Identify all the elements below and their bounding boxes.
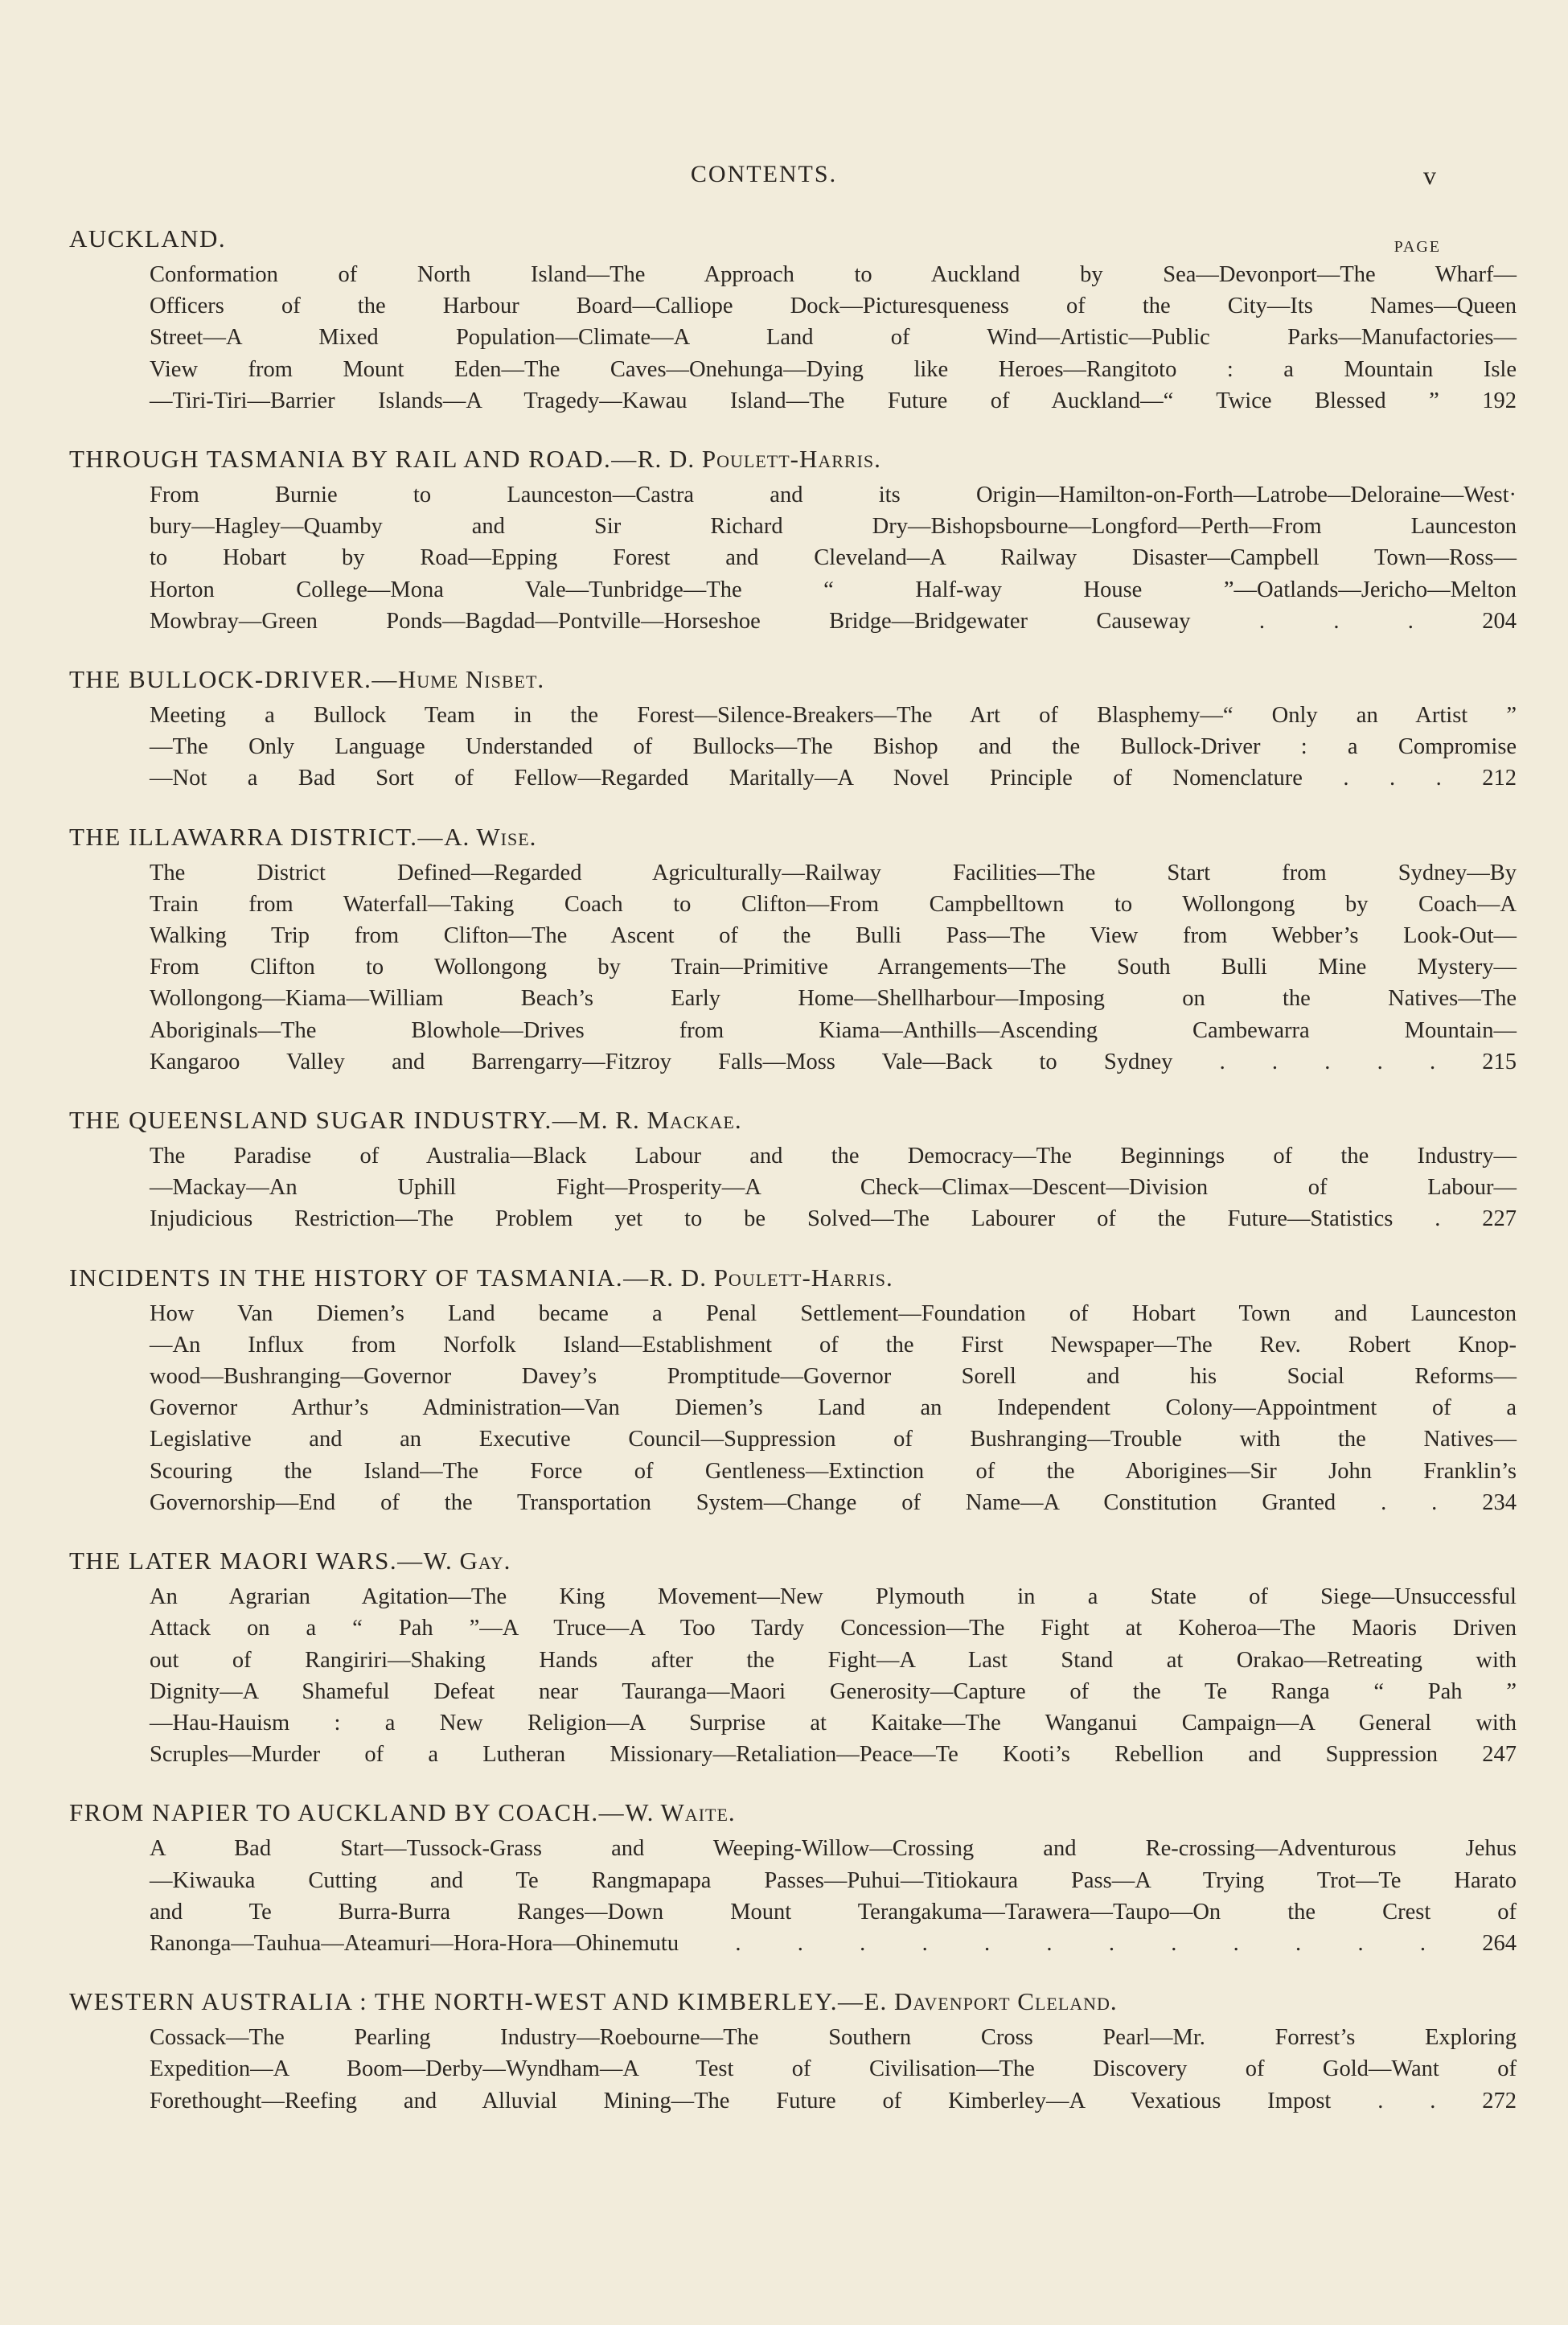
synopsis-line: out of Rangiriri—Shaking Hands after the Fight—A Last Stand at Orakao—Retreating with bbox=[150, 1647, 1517, 1673]
synopsis-line: Governor Arthur’s Administration—Van Diemen’s Land an Independent Colony—Appointment of a bbox=[150, 1395, 1517, 1421]
page-folio: v bbox=[1423, 161, 1436, 190]
contents-entry bbox=[69, 1258, 1517, 1518]
entry-synopsis bbox=[150, 857, 1517, 1078]
entry-synopsis bbox=[150, 700, 1517, 795]
entry-author: Hume Nisbet. bbox=[397, 665, 545, 694]
entry-heading bbox=[69, 439, 1436, 479]
entry-title: THE ILLAWARRA DISTRICT.— bbox=[69, 822, 445, 851]
entry-synopsis bbox=[150, 259, 1517, 417]
synopsis-line: to Hobart by Road—Epping Forest and Cleveland—A Railway Disaster—Campbell Town—Ross— bbox=[150, 545, 1517, 571]
page-title: CONTENTS. bbox=[690, 161, 838, 187]
entry-author: M. R. Mackae. bbox=[578, 1106, 742, 1135]
synopsis-line: Horton College—Mona Vale—Tunbridge—The “ Half-way House ”—Oatlands—Jericho—Melton bbox=[150, 577, 1517, 602]
synopsis-line: Legislative and an Executive Council—Suppression of Bushranging—Trouble with the Natives— bbox=[150, 1427, 1517, 1452]
contents-entry bbox=[69, 219, 1517, 417]
entry-heading bbox=[69, 1541, 1436, 1581]
contents-entry bbox=[69, 817, 1517, 1078]
synopsis-line: Dignity—A Shameful Defeat near Tauranga—Maori Generosity—Capture of the Te Ranga “ Pah ” bbox=[150, 1678, 1517, 1704]
synopsis-line: An Agrarian Agitation—The King Movement—New Plymouth in a State of Siege—Unsuccessful bbox=[150, 1584, 1517, 1610]
synopsis-line: From Clifton to Wollongong by Train—Primitive Arrangements—The South Bulli Mine Mystery— bbox=[150, 955, 1517, 980]
entry-title: THE QUEENSLAND SUGAR INDUSTRY.— bbox=[69, 1106, 579, 1135]
entry-synopsis bbox=[150, 479, 1517, 637]
entry-author: A. Wise. bbox=[444, 822, 537, 851]
synopsis-line: —Tiri-Tiri—Barrier Islands—A Tragedy—Kawau Island—The Future of Auckland—“ Twice Blessed ” 192 bbox=[150, 388, 1517, 413]
entry-heading bbox=[69, 1982, 1436, 2022]
synopsis-line: Aboriginals—The Blowhole—Drives from Kiama—Anthills—Ascending Cambewarra Mountain— bbox=[150, 1017, 1517, 1043]
synopsis-line: Train from Waterfall—Taking Coach to Clifton—From Campbelltown to Wollongong by Coach—A bbox=[150, 891, 1517, 917]
synopsis-line: Wollongong—Kiama—William Beach’s Early Home—Shellharbour—Imposing on the Natives—The bbox=[150, 986, 1517, 1012]
entry-heading bbox=[69, 1793, 1436, 1833]
entry-synopsis bbox=[150, 1140, 1517, 1235]
synopsis-line: The Paradise of Australia—Black Labour and the Democracy—The Beginnings of the Industry— bbox=[150, 1144, 1517, 1169]
synopsis-line: —Kiwauka Cutting and Te Rangmapapa Passes—Puhui—Titiokaura Pass—A Trying Trot—Te Harato bbox=[150, 1867, 1517, 1893]
synopsis-line: Meeting a Bullock Team in the Forest—Silence-Breakers—The Art of Blasphemy—“ Only an Artist ” bbox=[150, 703, 1517, 729]
synopsis-line: Forethought—Reefing and Alluvial Mining—The Future of Kimberley—A Vexatious Impost . . 272 bbox=[150, 2088, 1517, 2113]
synopsis-line: The District Defined—Regarded Agriculturally—Railway Facilities—The Start from Sydney—By bbox=[150, 860, 1517, 885]
synopsis-line: Kangaroo Valley and Barrengarry—Fitzroy Falls—Moss Vale—Back to Sydney . . . . . 215 bbox=[150, 1049, 1517, 1074]
entry-heading bbox=[69, 817, 1436, 857]
entry-author: W. Waite. bbox=[625, 1798, 736, 1827]
synopsis-line: Ranonga—Tauhua—Ateamuri—Hora-Hora—Ohinemutu . . . . . . . . . . . . 264 bbox=[150, 1930, 1517, 1956]
entry-title: FROM NAPIER TO AUCKLAND BY COACH.— bbox=[69, 1798, 626, 1827]
entry-author: E. Davenport Cleland. bbox=[864, 1987, 1118, 2016]
entry-title: WESTERN AUSTRALIA : THE NORTH-WEST AND KIMBERLEY.— bbox=[69, 1987, 864, 2016]
synopsis-line: Walking Trip from Clifton—The Ascent of the Bulli Pass—The View from Webber’s Look-Out— bbox=[150, 923, 1517, 949]
synopsis-line: A Bad Start—Tussock-Grass and Weeping-Willow—Crossing and Re-crossing—Adventurous Jehus bbox=[150, 1836, 1517, 1862]
contents-list bbox=[69, 219, 1517, 2139]
synopsis-line: Street—A Mixed Population—Climate—A Land of Wind—Artistic—Public Parks—Manufactories— bbox=[150, 325, 1517, 351]
entry-author: W. Gay. bbox=[423, 1547, 511, 1575]
entry-title: THE LATER MAORI WARS.— bbox=[69, 1547, 424, 1575]
synopsis-line: View from Mount Eden—The Caves—Onehunga—Dying like Heroes—Rangitoto : a Mountain Isle bbox=[150, 356, 1517, 382]
synopsis-line: From Burnie to Launceston—Castra and its Origin—Hamilton-on-Forth—Latrobe—Deloraine—West· bbox=[150, 483, 1517, 508]
page-column-label: PAGE bbox=[1394, 238, 1441, 256]
synopsis-line: Expedition—A Boom—Derby—Wyndham—A Test of Civilisation—The Discovery of Gold—Want of bbox=[150, 2056, 1517, 2082]
synopsis-line: Governorship—End of the Transportation System—Change of Name—A Constitution Granted . . 234 bbox=[150, 1489, 1517, 1515]
synopsis-line: Attack on a “ Pah ”—A Truce—A Too Tardy Concession—The Fight at Koheroa—The Maoris Driven bbox=[150, 1616, 1517, 1641]
entry-author: R. D. Poulett-Harris. bbox=[649, 1263, 893, 1292]
synopsis-line: Scruples—Murder of a Lutheran Missionary—Retaliation—Peace—Te Kooti’s Rebellion and Suppression 247 bbox=[150, 1742, 1517, 1768]
entry-author: R. D. Poulett-Harris. bbox=[637, 445, 881, 474]
entry-synopsis bbox=[150, 1833, 1517, 1959]
entry-heading bbox=[69, 1258, 1436, 1298]
entry-title: THE BULLOCK-DRIVER.— bbox=[69, 665, 398, 694]
entry-title: THROUGH TASMANIA BY RAIL AND ROAD.— bbox=[69, 445, 638, 474]
entry-heading bbox=[69, 219, 1436, 259]
synopsis-line: Officers of the Harbour Board—Calliope Dock—Picturesqueness of the City—Its Names—Queen bbox=[150, 294, 1517, 319]
synopsis-line: Conformation of North Island—The Approach to Auckland by Sea—Devonport—The Wharf— bbox=[150, 262, 1517, 287]
synopsis-line: Scouring the Island—The Force of Gentleness—Extinction of the Aborigines—Sir John Franklin’s bbox=[150, 1458, 1517, 1484]
synopsis-line: wood—Bushranging—Governor Davey’s Promptitude—Governor Sorell and his Social Reforms— bbox=[150, 1364, 1517, 1390]
synopsis-line: —Mackay—An Uphill Fight—Prosperity—A Check—Climax—Descent—Division of Labour— bbox=[150, 1175, 1517, 1201]
synopsis-line: —An Influx from Norfolk Island—Establishment of the First Newspaper—The Rev. Robert Knop- bbox=[150, 1332, 1517, 1358]
entry-heading bbox=[69, 659, 1436, 700]
synopsis-line: —Hau-Hauism : a New Religion—A Surprise at Kaitake—The Wanganui Campaign—A General with bbox=[150, 1710, 1517, 1736]
entry-heading bbox=[69, 1100, 1436, 1140]
contents-entry bbox=[69, 1100, 1517, 1235]
contents-entry bbox=[69, 1541, 1517, 1770]
contents-entry bbox=[69, 439, 1517, 637]
synopsis-line: Injudicious Restriction—The Problem yet to be Solved—The Labourer of the Future—Statistics . 227 bbox=[150, 1206, 1517, 1232]
entry-synopsis bbox=[150, 2022, 1517, 2117]
entry-title: AUCKLAND. bbox=[69, 224, 227, 253]
contents-entry bbox=[69, 659, 1517, 795]
contents-entry bbox=[69, 1982, 1517, 2117]
synopsis-line: and Te Burra-Burra Ranges—Down Mount Terangakuma—Tarawera—Taupo—On the Crest of bbox=[150, 1899, 1517, 1924]
entry-synopsis bbox=[150, 1298, 1517, 1518]
synopsis-line: —Not a Bad Sort of Fellow—Regarded Maritally—A Novel Principle of Nomenclature . . . 212 bbox=[150, 766, 1517, 791]
running-head bbox=[0, 161, 1568, 193]
contents-entry bbox=[69, 1793, 1517, 1959]
synopsis-line: —The Only Language Understanded of Bullocks—The Bishop and the Bullock-Driver : a Compromise bbox=[150, 734, 1517, 760]
entry-synopsis bbox=[150, 1581, 1517, 1770]
synopsis-line: How Van Diemen’s Land became a Penal Settlement—Foundation of Hobart Town and Launceston bbox=[150, 1300, 1517, 1326]
synopsis-line: Cossack—The Pearling Industry—Roebourne—The Southern Cross Pearl—Mr. Forrest’s Exploring bbox=[150, 2025, 1517, 2051]
synopsis-line: bury—Hagley—Quamby and Sir Richard Dry—Bishopsbourne—Longford—Perth—From Launceston bbox=[150, 514, 1517, 540]
entry-title: INCIDENTS IN THE HISTORY OF TASMANIA.— bbox=[69, 1263, 650, 1292]
synopsis-line: Mowbray—Green Ponds—Bagdad—Pontville—Horseshoe Bridge—Bridgewater Causeway . . . 204 bbox=[150, 608, 1517, 634]
